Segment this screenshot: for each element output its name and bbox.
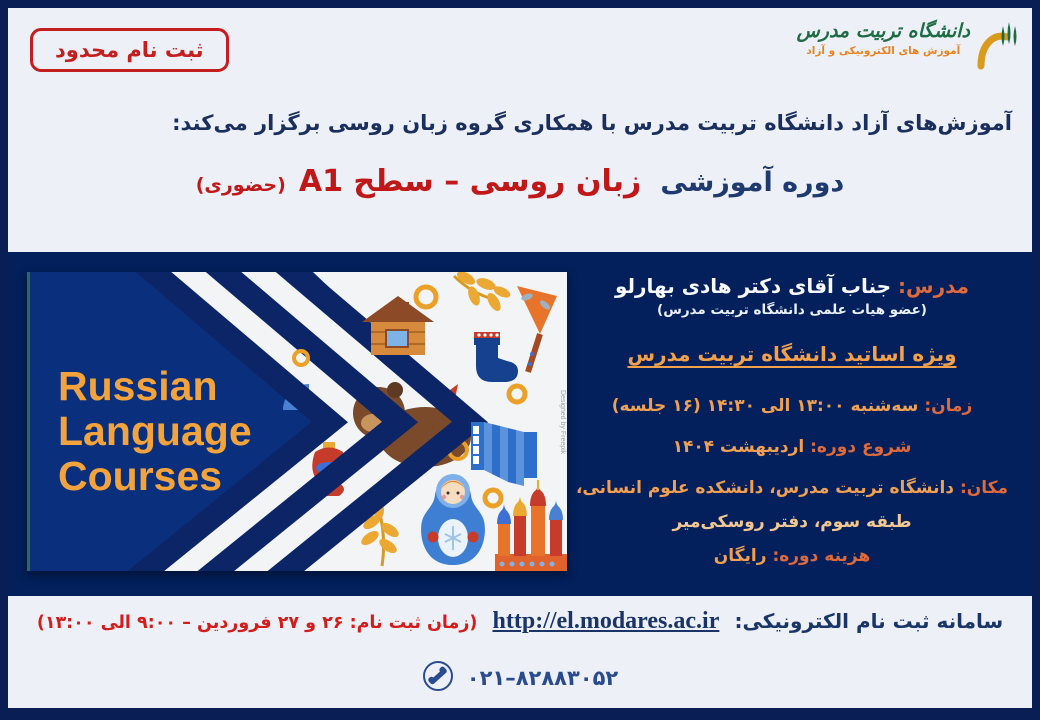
university-logo-text — [797, 20, 970, 57]
poster-title-line2: Language — [58, 408, 252, 454]
time-label: زمان: — [924, 396, 973, 416]
registration-url[interactable]: http://el.modares.ac.ir — [492, 608, 720, 634]
russian-course-poster — [27, 272, 567, 571]
phone-line — [8, 660, 1032, 696]
fee-label: هزینه دوره: — [772, 546, 871, 566]
location-line-2: طبقه سوم، دفتر روسکی‌میر — [672, 512, 912, 532]
start-label: شروع دوره: — [810, 437, 912, 457]
phone-icon — [422, 660, 454, 696]
poster-title-line3: Courses — [58, 453, 223, 499]
course-title-prefix: دوره آموزشی — [660, 167, 845, 198]
university-logo-icon — [976, 20, 1018, 78]
registration-label: سامانه ثبت نام الکترونیکی: — [734, 609, 1004, 633]
location-value: دانشگاه تربیت مدرس، دانشکده علوم انسانی، — [575, 478, 955, 498]
audience-note: ویژه اساتید دانشگاه تربیت مدرس — [627, 342, 957, 366]
poster-title-line1: Russian — [58, 363, 218, 409]
university-name: دانشگاه تربیت مدرس — [796, 20, 970, 42]
registration-badge — [30, 28, 229, 72]
phone-number: ۰۲۱–۸۲۸۸۳۰۵۲ — [466, 666, 619, 690]
poster-credit: Designed by Freepik — [559, 390, 566, 455]
course-title-format: (حضوری) — [195, 174, 286, 196]
instructor-affiliation: (عضو هیات علمی دانشگاه تربیت مدرس) — [657, 302, 927, 318]
instructor-label: مدرس: — [898, 274, 970, 298]
registration-window: (زمان ثبت نام: ۲۶ و ۲۷ فروردین – ۹:۰۰ الی ۱۳:۰۰) — [36, 613, 478, 633]
fee-line — [714, 546, 871, 566]
location-line — [576, 478, 1008, 498]
university-subtitle: آموزش های الکترونیکی و آزاد — [806, 45, 961, 57]
location-label: مکان: — [959, 478, 1009, 498]
course-details — [556, 266, 1028, 566]
instructor-name: جناب آقای دکتر هادی بهارلو — [614, 274, 892, 298]
instructor-line — [615, 274, 969, 298]
time-value: سه‌شنبه ۱۳:۰۰ الی ۱۴:۳۰ (۱۶ جلسه) — [611, 396, 919, 416]
start-value: اردیبهشت ۱۴۰۴ — [672, 437, 805, 457]
registration-line — [8, 608, 1032, 635]
university-logo — [797, 20, 1018, 78]
intro-text: آموزش‌های آزاد دانشگاه تربیت مدرس با همکاری گروه زبان روسی برگزار می‌کند: — [172, 111, 1012, 135]
registration-badge-label: ثبت نام محدود — [55, 38, 204, 62]
course-title — [8, 164, 1032, 199]
start-line — [673, 437, 912, 457]
time-line — [612, 396, 973, 416]
fee-value: رایگان — [713, 546, 767, 566]
course-title-highlight: زبان روسی – سطح A1 — [298, 164, 642, 199]
flyer-sheet — [8, 8, 1032, 708]
info-band — [8, 252, 1032, 596]
